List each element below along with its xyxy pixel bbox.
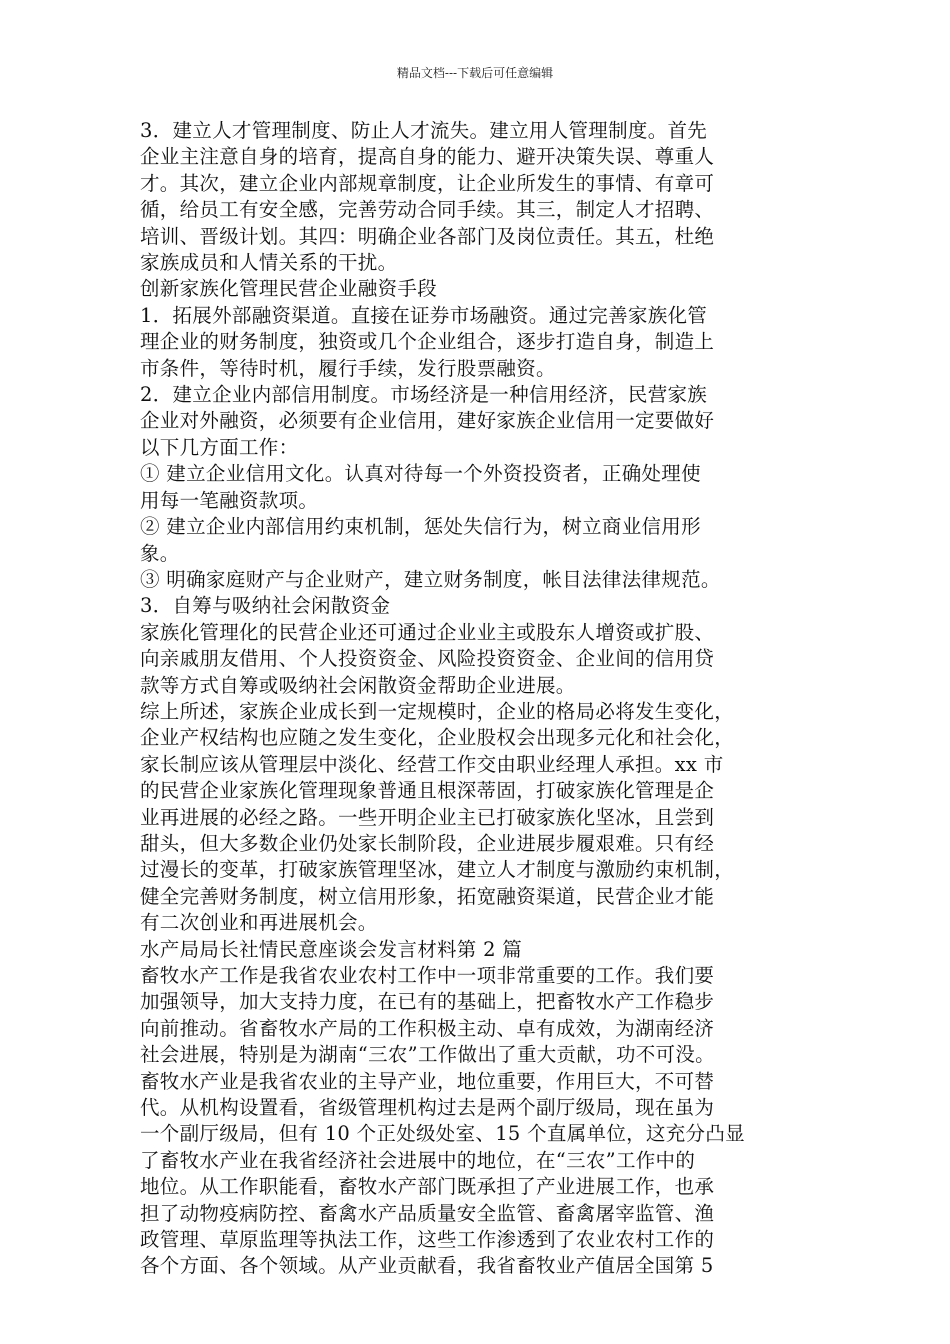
- text-line: ③ 明确家庭财产与企业财产，建立财务制度，帐目法律法律规范。: [140, 567, 721, 591]
- text-line: 向亲戚朋友借用、个人投资资金、风险投资资金、企业间的信用贷: [140, 647, 715, 671]
- text-line: 政管理、草原监理等执法工作，这些工作渗透到了农业农村工作的: [140, 1228, 715, 1252]
- text-line: 企业主注意自身的培育，提高自身的能力、避开决策失误、尊重人: [140, 145, 715, 169]
- text-line: ① 建立企业信用文化。认真对待每一个外资投资者，正确处理使: [140, 462, 701, 486]
- text-line: 担了动物疫病防控、畜禽水产品质量安全监管、畜禽屠宰监管、渔: [140, 1201, 715, 1225]
- text-line: 社会进展，特别是为湖南“三农”工作做出了重大贡献，功不可没。: [140, 1043, 715, 1067]
- text-line: 3．自筹与吸纳社会闲散资金: [140, 594, 391, 618]
- text-line: 畜牧水产工作是我省农业农村工作中一项非常重要的工作。我们要: [140, 964, 715, 987]
- text-line: 家长制应该从管理层中淡化、经营工作交由职业经理人承担。xx 市: [140, 752, 724, 776]
- text-line: 培训、晋级计划。其四：明确企业各部门及岗位责任。其五，杜绝: [140, 224, 715, 248]
- document-body: [140, 118, 820, 1280]
- text-line: 地位。从工作职能看，畜牧水产部门既承担了产业进展工作，也承: [140, 1175, 715, 1199]
- text-line: 2．建立企业内部信用制度。市场经济是一种信用经济，民营家族: [140, 383, 708, 407]
- text-line: 加强领导，加大支持力度，在已有的基础上，把畜牧水产工作稳步: [140, 990, 715, 1014]
- text-line: 1．拓展外部融资渠道。直接在证券市场融资。通过完善家族化管: [140, 303, 708, 327]
- text-line: ② 建立企业内部信用约束机制，惩处失信行为，树立商业信用形: [140, 515, 701, 539]
- text-line: 的民营企业家族化管理现象普通且根深蒂固，打破家族化管理是企: [140, 779, 715, 803]
- text-line: 向前推动。省畜牧水产局的工作积极主动、卓有成效，为湖南经济: [140, 1016, 715, 1040]
- text-line: 过漫长的变革，打破家族管理坚冰，建立人才制度与激励约束机制，: [140, 858, 735, 882]
- text-line: 循，给员工有安全感，完善劳动合同手续。其三，制定人才招聘、: [140, 198, 715, 222]
- text-line: 代。从机构设置看，省级管理机构过去是两个副厅级局，现在虽为: [140, 1096, 715, 1120]
- text-line: 畜牧水产业是我省农业的主导产业，地位重要，作用巨大，不可替: [140, 1069, 715, 1093]
- text-line: 综上所述，家族企业成长到一定规模时，企业的格局必将发生变化，: [140, 699, 735, 723]
- text-line: 理企业的财务制度，独资或几个企业组合，逐步打造自身，制造上: [140, 330, 715, 354]
- text-line: 象。: [140, 541, 180, 565]
- text-line: 才。其次，建立企业内部规章制度，让企业所发生的事情、有章可: [140, 171, 715, 195]
- text-line: 业再进展的必经之路。一些开明企业主已打破家族化坚冰，且尝到: [140, 805, 715, 829]
- text-line: 了畜牧水产业在我省经济社会进展中的地位，在“三农”工作中的: [140, 1148, 696, 1172]
- text-line: 市条件，等待时机，履行手续，发行股票融资。: [140, 356, 556, 380]
- article-title: 水产局局长社情民意座谈会发言材料第 2 篇: [140, 937, 523, 961]
- text-line: 以下几方面工作：: [140, 435, 299, 459]
- text-line: 一个副厅级局，但有 10 个正处级处室、15 个直属单位，这充分凸显: [140, 1122, 745, 1146]
- page-header: 精品文档---下载后可任意编辑: [396, 66, 554, 80]
- text-line: 甜头，但大多数企业仍处家长制阶段，企业进展步履艰难。只有经: [140, 831, 715, 855]
- text-line: 有二次创业和再进展机会。: [140, 911, 378, 935]
- text-line: 健全完善财务制度，树立信用形象，拓宽融资渠道，民营企业才能: [140, 884, 715, 908]
- text-line: 用每一笔融资款项。: [140, 488, 319, 512]
- text-line: 款等方式自筹或吸纳社会闲散资金帮助企业进展。: [140, 673, 576, 697]
- text-line: 各个方面、各个领域。从产业贡献看，我省畜牧业产值居全国第 5: [140, 1254, 714, 1278]
- text-line: 家族成员和人情关系的干扰。: [140, 251, 398, 275]
- text-line: 企业对外融资，必须要有企业信用，建好家族企业信用一定要做好: [140, 409, 715, 433]
- section-heading: 创新家族化管理民营企业融资手段: [140, 277, 438, 301]
- text-line: 企业产权结构也应随之发生变化，企业股权会出现多元化和社会化，: [140, 726, 735, 750]
- text-line: 3．建立人才管理制度、防止人才流失。建立用人管理制度。首先: [140, 119, 708, 142]
- text-line: 家族化管理化的民营企业还可通过企业业主或股东人增资或扩股、: [140, 620, 715, 644]
